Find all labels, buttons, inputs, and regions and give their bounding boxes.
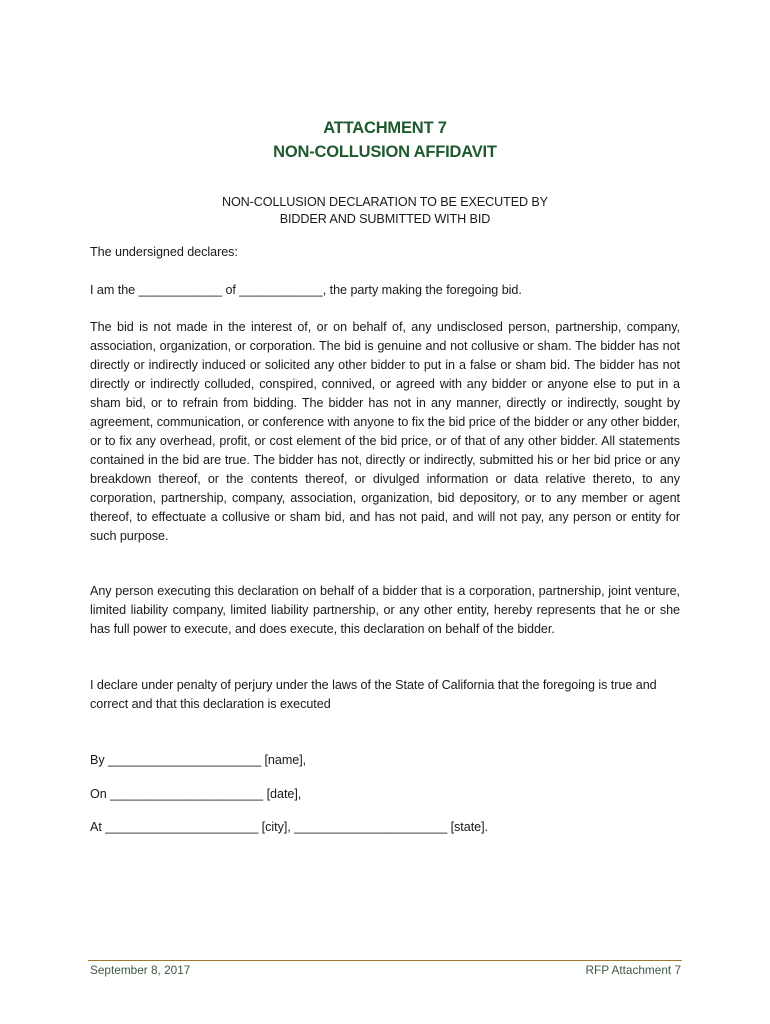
footer-attachment-label: RFP Attachment 7 bbox=[585, 963, 681, 977]
footer-date: September 8, 2017 bbox=[90, 963, 191, 977]
paragraph-any-person: Any person executing this declaration on behalf of a bidder that is a corporation, partnership, joint venture, limited liability company, limited liability partnership, or any other entity, hereby represents that he or she has full power to execute, and does execute, this declaration on behalf of the bidder. bbox=[90, 584, 680, 636]
document-subtitle bbox=[0, 194, 770, 228]
footer-divider bbox=[88, 960, 682, 961]
paragraph-undersigned-declares: The undersigned declares: bbox=[90, 245, 238, 259]
subtitle-line-1: NON-COLLUSION DECLARATION TO BE EXECUTED BY bbox=[221, 195, 548, 209]
signature-line-date: On ______________________ [date], bbox=[90, 787, 302, 801]
title-affidavit-name: NON-COLLUSION AFFIDAVIT bbox=[273, 143, 497, 161]
document-title bbox=[0, 116, 770, 164]
subtitle-line-2: BIDDER AND SUBMITTED WITH BID bbox=[279, 212, 491, 226]
signature-line-name: By ______________________ [name], bbox=[90, 753, 307, 767]
paragraph-penalty-of-perjury: I declare under penalty of perjury under the laws of the State of California that the foregoing is true and correct and that this declaration is executed bbox=[90, 678, 657, 711]
paragraph-i-am-the: I am the ____________ of ____________, the party making the foregoing bid. bbox=[90, 283, 522, 297]
paragraph-bid-statement: The bid is not made in the interest of, or on behalf of, any undisclosed person, partnership, company, association, organization, or corporation. The bid is genuine and not collusive or sham. The bidder has not directly or indirectly induced or solicited any other bidder to put in a false or sham bid. The bidder has not directly or indirectly colluded, conspired, connived, or agreed with any bidder or anyone else to put in a sham bid, or to refrain from bidding. The bidder has not in any manner, directly or indirectly, sought by agreement, communication, or conference with anyone to fix the bid price of the bidder or any other bidder, or to fix any overhead, profit, or cost element of the bid price, or of that of any other bidder. All statements contained in the bid are true. The bidder has not, directly or indirectly, submitted his or her bid price or any breakdown thereof, or the contents thereof, or divulged information or data relative thereto, to any corporation, partnership, company, association, organization, bid depository, or to any member or agent thereof, to effectuate a collusive or sham bid, and has not paid, and will not pay, any person or entity for such purpose. bbox=[90, 320, 680, 543]
signature-line-location: At ______________________ [city], ______________________ [state]. bbox=[90, 820, 489, 834]
title-attachment-number: ATTACHMENT 7 bbox=[323, 119, 447, 137]
